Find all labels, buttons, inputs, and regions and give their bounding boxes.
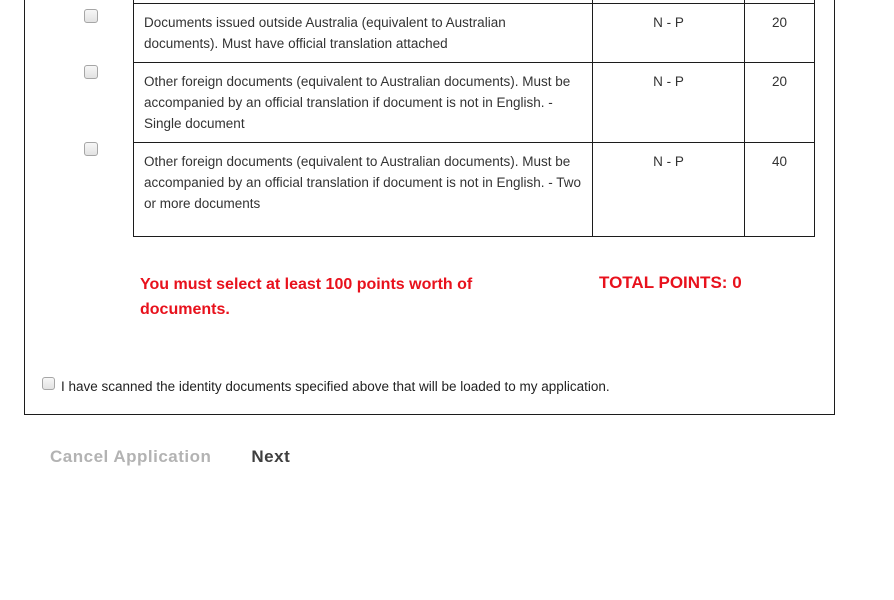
table-row	[134, 4, 815, 63]
document-points: 40	[745, 143, 815, 237]
document-category: N - P	[593, 4, 745, 63]
document-row-checkbox[interactable]	[84, 65, 98, 79]
document-points: 20	[745, 63, 815, 143]
document-row-checkbox[interactable]	[84, 142, 98, 156]
form-actions	[50, 447, 290, 467]
document-category: N - P	[593, 63, 745, 143]
points-warning-message: You must select at least 100 points worth of documents.	[140, 276, 473, 318]
cancel-application-button[interactable]: Cancel Application	[50, 447, 212, 466]
document-description: Other foreign documents (equivalent to Australian documents). Must be accompanied by an official translation if document is not in English. - Single document	[134, 63, 593, 143]
document-row-checkbox[interactable]	[84, 9, 98, 23]
document-points: 20	[745, 4, 815, 63]
table-row	[134, 143, 815, 237]
document-category: N - P	[593, 143, 745, 237]
total-points-label: TOTAL POINTS:	[599, 273, 728, 292]
documents-points-table	[133, 0, 815, 237]
document-description: Documents issued outside Australia (equivalent to Australian documents). Must have official translation attached	[134, 4, 593, 63]
scanned-documents-checkbox[interactable]	[42, 377, 55, 390]
scanned-documents-label: I have scanned the identity documents specified above that will be loaded to my application.	[61, 379, 610, 394]
total-points-value: 0	[732, 273, 742, 292]
table-row	[134, 63, 815, 143]
document-description: Other foreign documents (equivalent to Australian documents). Must be accompanied by an official translation if document is not in English. - Two or more documents	[134, 143, 593, 237]
next-button[interactable]: Next	[251, 447, 291, 466]
total-points	[599, 273, 742, 293]
